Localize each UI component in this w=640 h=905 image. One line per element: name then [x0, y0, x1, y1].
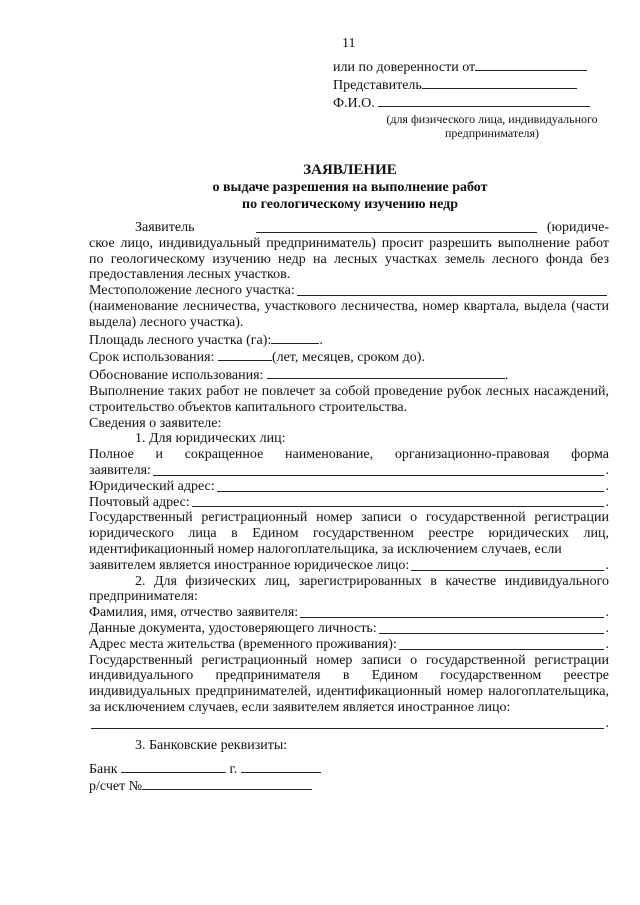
document-body [89, 220, 609, 795]
blank-line [121, 760, 226, 773]
section3-title: 3. Банковские реквизиты: [135, 737, 288, 753]
header-representative [333, 76, 603, 95]
page-number: 11 [342, 36, 356, 51]
section2-name: Фамилия, имя, отчество заявителя: . [89, 605, 609, 621]
account-label: р/счет № [89, 779, 143, 795]
location-label: Местоположение лесного участка: [89, 283, 295, 299]
document-subtitle-2: по геологическому изучению недр [242, 197, 458, 212]
section2-title: 2. Для физических лиц, зарегистрированных в качестве индивидуального предпринимателя: [89, 573, 609, 605]
blank-line [217, 490, 604, 492]
section1-reg-end-text: заявителем является иностранное юридическое лицо: [89, 557, 410, 573]
blank-line [192, 505, 604, 507]
blank-line [399, 648, 604, 650]
section1-reg-paragraph: Государственный регистрационный номер записи о государственной регистрации юридического лица в Едином государственном реестре юридических лиц, идентификационный номер налогоплательщика, за исключением случаев, если [89, 510, 609, 557]
blank-line [256, 231, 536, 233]
blank-line [379, 632, 604, 634]
blank-line [475, 58, 587, 71]
blank-line [271, 331, 319, 344]
bank-line [89, 760, 609, 778]
blank-line [297, 294, 607, 296]
location-note: (наименование лесничества, участкового лесничества, номер квартала, выдела (части выдела) лесного участка). [89, 298, 609, 330]
term-label: Срок использования: [89, 350, 215, 366]
blank-line [378, 94, 590, 107]
header-note: (для физического лица, индивидуального предпринимателя) [386, 112, 598, 140]
applicant-paragraph: ское лицо, индивидуальный предприниматель) просит разрешить выполнение работ по геологическому изучению недр на лесных участках земель лесного фонда без предоставления лесных участков. [89, 235, 609, 283]
bank-label: Банк [89, 761, 118, 777]
section1-legal-address: Юридический адрес: . [89, 478, 609, 494]
section2-reg-blank: . [89, 716, 609, 732]
legal-address-label: Юридический адрес: [89, 478, 215, 494]
section1-reg-end: заявителем является иностранное юридическое лицо: . [89, 557, 609, 573]
id-doc-label: Данные документа, удостоверяющего личность: [89, 620, 377, 636]
header-line3-text: Ф.И.О. [333, 96, 375, 111]
justification-line: Обоснование использования: . [89, 368, 509, 384]
blank-line [142, 777, 312, 790]
term-line [89, 348, 609, 366]
blank-line [153, 474, 604, 476]
area-label: Площадь лесного участка (га): [89, 332, 272, 348]
location-line [89, 283, 609, 299]
residence-address-label: Адрес места жительства (временного проживания): [89, 636, 397, 652]
term-note: (лет, месяцев, сроком до). [271, 350, 425, 366]
city-label: г. [229, 761, 238, 777]
blank-line [411, 569, 603, 571]
applicant-info-heading: Сведения о заявителе: [89, 415, 222, 431]
section1-title: 1. Для юридических лиц: [135, 431, 286, 447]
area-line: Площадь лесного участка (га): . [89, 332, 323, 348]
section1-fullname-label: заявителя: [89, 462, 151, 478]
section2-address: Адрес места жительства (временного проживания): . [89, 636, 609, 652]
blank-line [267, 366, 505, 379]
justification-label: Обоснование использования: [89, 368, 264, 384]
document-subtitle-1: о выдаче разрешения на выполнение работ [212, 180, 488, 195]
section1-fullname-a: Полное и сокращенное наименование, организационно-правовая форма [89, 447, 609, 463]
section1-fullname-b: заявителя: . [89, 462, 609, 478]
blank-line [241, 760, 321, 773]
applicant-line [89, 220, 609, 236]
no-felling-paragraph: Выполнение таких работ не повлечет за собой проведение рубок лесных насаждений, строительство объектов капитального строительства. [89, 383, 609, 415]
applicant-label: Заявитель [135, 220, 195, 235]
applicant-suffix: (юридиче- [546, 220, 609, 235]
blank-line [300, 616, 603, 618]
header-line2-text: Представитель [333, 78, 422, 93]
document-title: ЗАЯВЛЕНИЕ [303, 162, 397, 178]
blank-line [218, 348, 272, 361]
applicant-name-label: Фамилия, имя, отчество заявителя: [89, 605, 299, 621]
header-power-of-attorney [333, 58, 603, 77]
account-line [89, 777, 609, 795]
section1-postal-address: Почтовый адрес: . [89, 494, 609, 510]
postal-address-label: Почтовый адрес: [89, 494, 190, 510]
header-fio [333, 94, 603, 113]
blank-line [91, 727, 604, 729]
section2-reg-paragraph: Государственный регистрационный номер записи о государственной регистрации индивидуального предпринимателя в Едином государственном реестре индивидуальных предпринимателей, идентификационный номер налогоплательщика, за исключением случаев, если заявителем является иностранное лицо: [89, 652, 609, 715]
section2-id-doc: Данные документа, удостоверяющего личность: . [89, 620, 609, 636]
blank-line [422, 76, 577, 89]
header-line1-text: или по доверенности от [333, 60, 476, 75]
